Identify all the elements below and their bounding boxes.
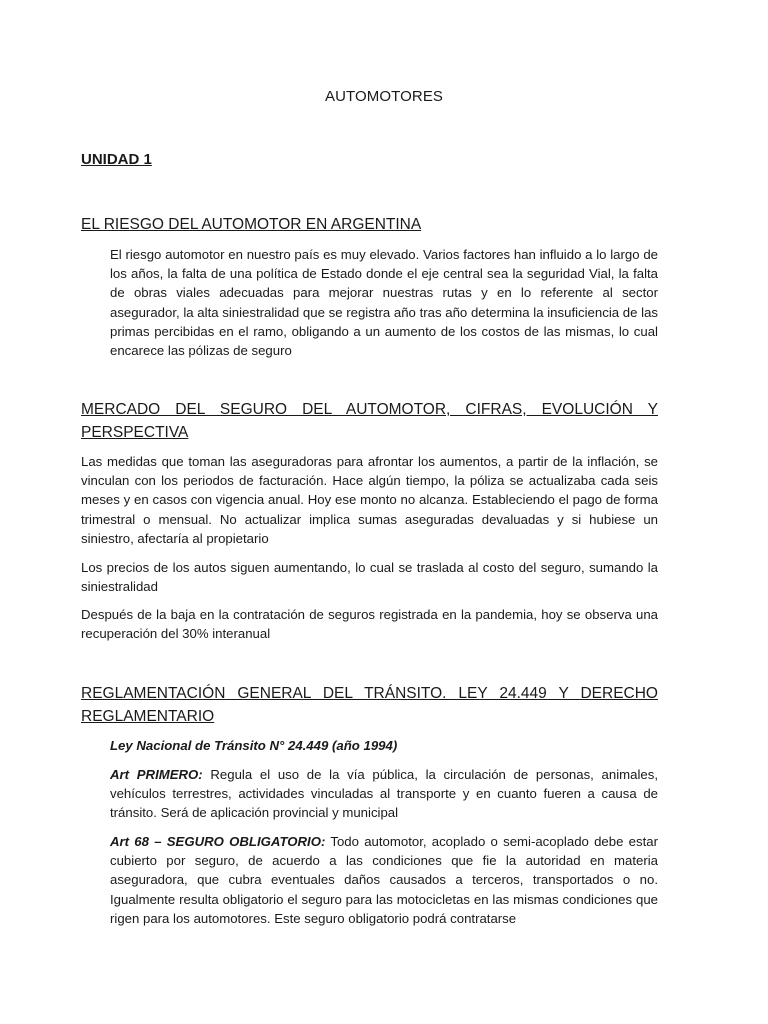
law-title: Ley Nacional de Tránsito N° 24.449 (año 1994) bbox=[110, 738, 398, 753]
section-heading-reglamentacion bbox=[81, 682, 658, 728]
article-68 bbox=[110, 832, 658, 928]
article-primero bbox=[110, 765, 658, 823]
article-primero-label: Art PRIMERO: bbox=[110, 767, 203, 782]
section-heading-mercado-line2: PERSPECTIVA bbox=[81, 424, 189, 441]
section-heading-reglamentacion-line2: REGLAMENTARIO bbox=[81, 708, 215, 725]
paragraph-mercado-2: Los precios de los autos siguen aumentando, lo cual se traslada al costo del seguro, sumando la siniestralidad bbox=[81, 560, 658, 595]
paragraph-riesgo: El riesgo automotor en nuestro país es muy elevado. Varios factores han influido a lo largo de los años, la falta de una política de Estado donde el eje central sea la seguridad Vial, la falta de obras viales adecuadas para mejorar nuestras rutas y en lo referente al sector asegurador, la alta siniestralidad que se registra año tras año determina la insuficiencia de las primas percibidas en el ramo, obligando a un aumento de los costos de las mismas, lo cual encarece las pólizas de seguro bbox=[110, 247, 658, 359]
paragraph-mercado-1: Las medidas que toman las aseguradoras para afrontar los aumentos, a partir de la inflación, se vinculan con los periodos de facturación. Hace algún tiempo, la póliza se actualizaba cada seis meses y en casos con vigencia anual. Hoy ese monto no alcanza. Estableciendo el pago de forma trimestral o mensual. No actualizar implica sumas aseguradas devaluadas y si hubiese un siniestro, afectaría al propietario bbox=[81, 454, 658, 546]
article-68-label: Art 68 – SEGURO OBLIGATORIO: bbox=[110, 834, 326, 849]
article-primero-text: Regula el uso de la vía pública, la circulación de personas, animales, vehículos terrestres, actividades vinculadas al transporte y en cuanto fueren a causa de tránsito. Será de aplicación provincial y municipal bbox=[110, 767, 658, 821]
section-heading-riesgo: EL RIESGO DEL AUTOMOTOR EN ARGENTINA bbox=[81, 216, 422, 233]
section-heading-mercado-line1: MERCADO DEL SEGURO DEL AUTOMOTOR, CIFRAS, EVOLUCIÓN Y bbox=[81, 401, 658, 418]
section-heading-reglamentacion-line1: REGLAMENTACIÓN GENERAL DEL TRÁNSITO. LEY 24.449 Y DERECHO bbox=[81, 685, 658, 702]
section-heading-mercado bbox=[81, 398, 658, 444]
document-title: AUTOMOTORES bbox=[324, 88, 444, 105]
article-68-text: Todo automotor, acoplado o semi-acoplado debe estar cubierto por seguro, de acuerdo a las condiciones que fie la autoridad en materia aseguradora, que cubra eventuales daños causados a terceros, transportados o no. Igualmente resulta obligatorio el seguro para las motocicletas en las mismas condiciones que rigen para los automotores. Este seguro obligatorio podrá contratarse bbox=[110, 834, 658, 926]
unit-heading: UNIDAD 1 bbox=[81, 151, 152, 168]
paragraph-mercado-3: Después de la baja en la contratación de seguros registrada en la pandemia, hoy se observa una recuperación del 30% interanual bbox=[81, 607, 658, 642]
